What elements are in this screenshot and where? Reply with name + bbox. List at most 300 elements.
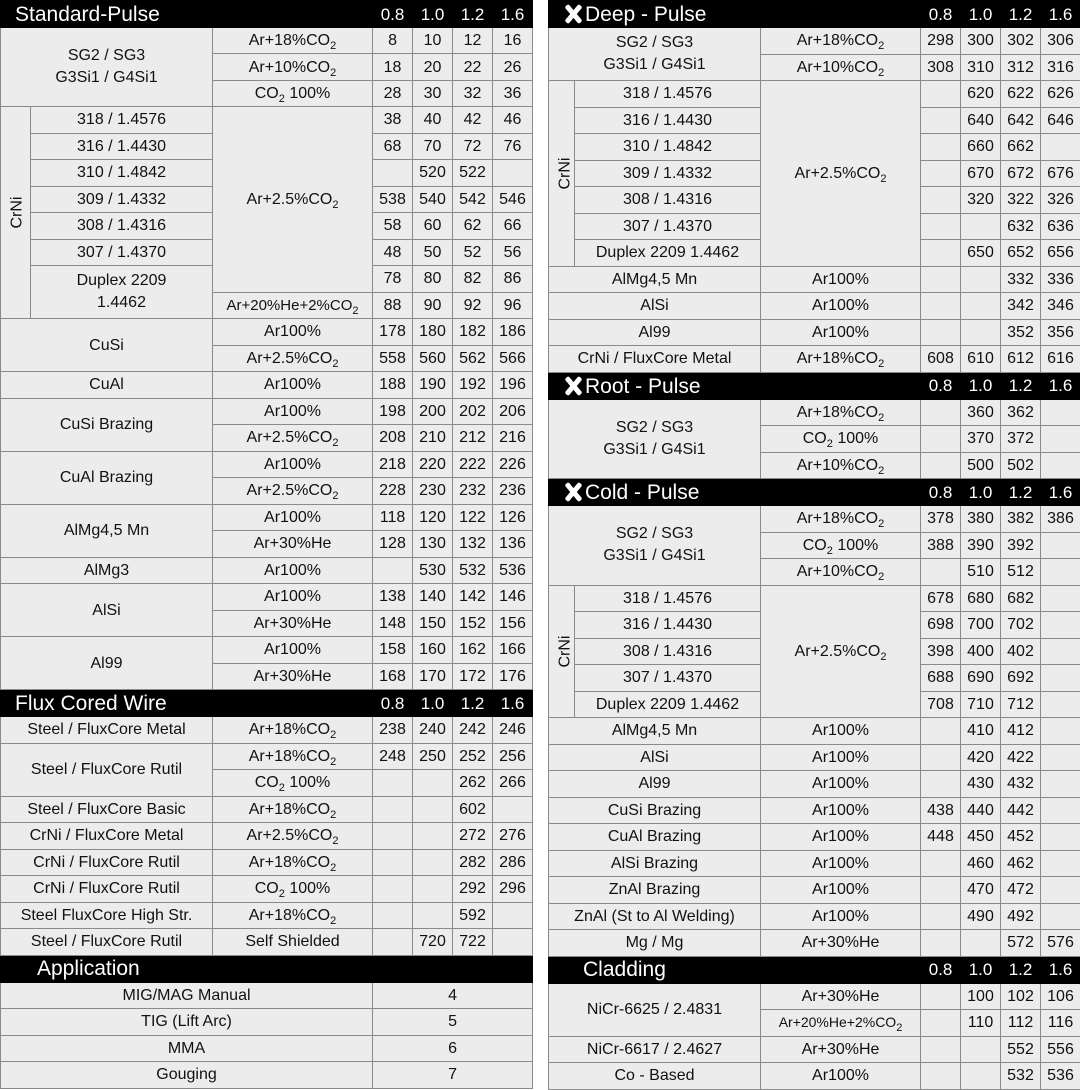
value-cell: 616	[1041, 346, 1080, 373]
gas-cell: $Ar+10\%CO_2$	[761, 559, 921, 586]
value-cell	[373, 876, 413, 903]
gas-cell: Ar100%	[213, 557, 373, 584]
material-cell: Duplex 2209 1.4462	[575, 691, 761, 718]
value-cell	[1041, 850, 1080, 877]
value-cell: 92	[453, 292, 493, 319]
value-cell	[921, 718, 961, 745]
value-cell: 176	[493, 663, 533, 690]
size-header: 0.8	[921, 372, 961, 399]
value-cell: 62	[453, 213, 493, 240]
value-cell: 282	[453, 849, 493, 876]
table-row	[549, 771, 1080, 798]
value-cell: 410	[961, 718, 1001, 745]
table-row	[1, 690, 533, 717]
value-cell: 72	[453, 133, 493, 160]
table-row	[549, 1063, 1080, 1090]
value-cell: 698	[921, 612, 961, 639]
value-cell: 680	[961, 585, 1001, 612]
value-cell: 58	[373, 213, 413, 240]
gas-cell: $CO_2$ 100%	[761, 532, 921, 559]
material-cell: 318 / 1.4576	[575, 81, 761, 108]
value-cell: 538	[373, 186, 413, 213]
size-header: 0.8	[921, 479, 961, 506]
value-cell: 662	[1001, 134, 1041, 161]
table-row	[1, 28, 533, 54]
gas-cell: Ar100%	[761, 824, 921, 851]
gas-cell: Ar100%	[761, 903, 921, 930]
gas-cell: Self Shielded	[213, 929, 373, 956]
material-cell: ZnAl (St to Al Welding)	[549, 903, 761, 930]
value-cell: 200	[413, 398, 453, 425]
value-cell: 110	[961, 1010, 1001, 1037]
value-cell: 692	[1001, 665, 1041, 692]
value-cell: 512	[1001, 559, 1041, 586]
value-cell	[1041, 452, 1080, 479]
crni-vertical-label: CrNi	[549, 585, 575, 718]
value-cell	[921, 160, 961, 187]
table-row	[1, 876, 533, 903]
table-row	[549, 293, 1080, 320]
value-cell: 642	[1001, 107, 1041, 134]
right-column	[548, 0, 1080, 1090]
value-cell: 536	[493, 557, 533, 584]
table-row	[549, 319, 1080, 346]
gas-cell: $Ar+10\%CO_2$	[761, 452, 921, 479]
table-row	[549, 346, 1080, 373]
material-cell: Al99	[549, 319, 761, 346]
gas-cell: $CO_2$ 100%	[761, 426, 921, 453]
value-cell	[921, 426, 961, 453]
size-header: 1.2	[453, 690, 493, 717]
table-row	[549, 718, 1080, 745]
value-cell: 126	[493, 504, 533, 531]
table-row	[1, 107, 533, 134]
material-cell: NiCr-6617 / 2.4627	[549, 1036, 761, 1063]
value-cell: 312	[1001, 54, 1041, 81]
gas-cell: Ar100%	[761, 797, 921, 824]
value-cell: 690	[961, 665, 1001, 692]
value-cell: 210	[413, 425, 453, 452]
value-cell: 412	[1001, 718, 1041, 745]
value-cell	[373, 823, 413, 850]
value-cell: 602	[453, 796, 493, 823]
material-cell: AlSi Brazing	[549, 850, 761, 877]
material-cell: 316 / 1.4430	[575, 612, 761, 639]
value-cell: 16	[493, 28, 533, 54]
value-cell: 266	[493, 770, 533, 797]
table-row	[549, 479, 1080, 506]
material-cell: CrNi / FluxCore Metal	[1, 823, 213, 850]
table-row	[1, 1, 533, 28]
gas-cell: Ar100%	[761, 744, 921, 771]
material-cell: 308 / 1.4316	[31, 213, 213, 240]
value-cell	[961, 1036, 1001, 1063]
value-cell: 398	[921, 638, 961, 665]
gas-cell: $CO_2$ 100%	[213, 81, 373, 107]
material-cell: 310 / 1.4842	[575, 134, 761, 161]
value-cell	[921, 319, 961, 346]
size-header: 1.6	[493, 690, 533, 717]
value-cell: 700	[961, 612, 1001, 639]
table-row	[549, 850, 1080, 877]
material-cell: NiCr-6625 / 2.4831	[549, 983, 761, 1036]
value-cell	[493, 796, 533, 823]
value-cell: 402	[1001, 638, 1041, 665]
application-name: MIG/MAG Manual	[1, 982, 373, 1009]
value-cell: 688	[921, 665, 961, 692]
x-logo-icon	[563, 5, 583, 23]
value-cell	[373, 557, 413, 584]
section-title: Root - Pulse	[549, 372, 921, 399]
size-header: 1.0	[961, 372, 1001, 399]
value-cell: 116	[1041, 1010, 1080, 1037]
value-cell: 152	[453, 610, 493, 637]
material-cell: 307 / 1.4370	[575, 213, 761, 240]
value-cell: 650	[961, 240, 1001, 267]
table-row	[1, 1062, 533, 1089]
size-header: 1.0	[961, 1, 1001, 28]
size-header: 1.6	[1041, 372, 1080, 399]
value-cell: 26	[493, 54, 533, 81]
value-cell: 48	[373, 239, 413, 266]
table-row	[549, 399, 1080, 426]
value-cell	[1041, 718, 1080, 745]
value-cell: 502	[1001, 452, 1041, 479]
value-cell	[921, 452, 961, 479]
value-cell: 10	[413, 28, 453, 54]
value-cell: 390	[961, 532, 1001, 559]
left-column	[0, 0, 532, 1089]
value-cell: 66	[493, 213, 533, 240]
value-cell: 86	[493, 266, 533, 293]
table-row	[1, 584, 533, 611]
value-cell	[921, 107, 961, 134]
value-cell: 122	[453, 504, 493, 531]
value-cell: 250	[413, 743, 453, 770]
material-cell: SG2 / SG3 G3Si1 / G4Si1	[1, 28, 213, 107]
value-cell: 646	[1041, 107, 1080, 134]
value-cell: 42	[453, 107, 493, 134]
gas-cell: Ar+30%He	[761, 983, 921, 1010]
value-cell: 386	[1041, 506, 1080, 533]
value-cell: 160	[413, 637, 453, 664]
value-cell: 566	[493, 345, 533, 372]
value-cell: 388	[921, 532, 961, 559]
material-cell: AlSi	[549, 744, 761, 771]
value-cell: 130	[413, 531, 453, 558]
material-cell: 316 / 1.4430	[31, 133, 213, 160]
table-row	[549, 744, 1080, 771]
size-header: 1.2	[453, 1, 493, 28]
table-row	[1, 796, 533, 823]
value-cell: 102	[1001, 983, 1041, 1010]
gas-cell: Ar100%	[213, 451, 373, 478]
value-cell: 712	[1001, 691, 1041, 718]
value-cell: 572	[1001, 930, 1041, 957]
material-cell: ZnAl Brazing	[549, 877, 761, 904]
gas-cell: $Ar+18\%CO_2$	[213, 28, 373, 54]
value-cell	[1041, 665, 1080, 692]
value-cell: 536	[1041, 1063, 1080, 1090]
value-cell	[921, 1063, 961, 1090]
value-cell: 112	[1001, 1010, 1041, 1037]
value-cell: 462	[1001, 850, 1041, 877]
value-cell: 652	[1001, 240, 1041, 267]
value-cell: 106	[1041, 983, 1080, 1010]
value-cell: 608	[921, 346, 961, 373]
value-cell: 118	[373, 504, 413, 531]
value-cell	[413, 876, 453, 903]
table-row	[549, 797, 1080, 824]
value-cell	[921, 771, 961, 798]
gas-cell: $Ar+18\%CO_2$	[761, 28, 921, 55]
value-cell	[921, 1036, 961, 1063]
value-cell: 532	[453, 557, 493, 584]
value-cell: 132	[453, 531, 493, 558]
value-cell	[961, 213, 1001, 240]
table-row	[1, 849, 533, 876]
value-cell	[1041, 903, 1080, 930]
value-cell	[373, 902, 413, 929]
value-cell: 442	[1001, 797, 1041, 824]
value-cell: 76	[493, 133, 533, 160]
section-title: Cold - Pulse	[549, 479, 921, 506]
value-cell: 492	[1001, 903, 1041, 930]
gas-cell: $Ar+2.5\%CO_2$	[213, 345, 373, 372]
table-row	[549, 903, 1080, 930]
value-cell: 292	[453, 876, 493, 903]
value-cell: 560	[413, 345, 453, 372]
value-cell: 352	[1001, 319, 1041, 346]
application-value: 7	[373, 1062, 533, 1089]
gas-cell: Ar+30%He	[213, 663, 373, 690]
value-cell: 430	[961, 771, 1001, 798]
value-cell: 682	[1001, 585, 1041, 612]
table-row	[549, 28, 1080, 55]
value-cell: 50	[413, 239, 453, 266]
value-cell: 332	[1001, 266, 1041, 293]
value-cell: 378	[921, 506, 961, 533]
size-header: 1.2	[1001, 372, 1041, 399]
gas-cell: Ar100%	[761, 293, 921, 320]
value-cell	[413, 823, 453, 850]
value-cell	[961, 266, 1001, 293]
value-cell: 162	[453, 637, 493, 664]
value-cell: 12	[453, 28, 493, 54]
value-cell: 708	[921, 691, 961, 718]
gas-cell: Ar100%	[213, 319, 373, 346]
table-row	[549, 824, 1080, 851]
size-header: 1.2	[1001, 479, 1041, 506]
value-cell: 226	[493, 451, 533, 478]
value-cell: 362	[1001, 399, 1041, 426]
value-cell: 510	[961, 559, 1001, 586]
material-cell: AlMg4,5 Mn	[1, 504, 213, 557]
gas-cell: Ar100%	[761, 771, 921, 798]
gas-cell: $Ar+10\%CO_2$	[761, 54, 921, 81]
value-cell: 150	[413, 610, 453, 637]
value-cell: 320	[961, 187, 1001, 214]
material-cell: SG2 / SG3 G3Si1 / G4Si1	[549, 506, 761, 586]
value-cell: 262	[453, 770, 493, 797]
value-cell: 22	[453, 54, 493, 81]
gas-cell: $Ar+18\%CO_2$	[213, 902, 373, 929]
value-cell	[921, 983, 961, 1010]
size-header: 1.0	[413, 690, 453, 717]
material-cell: CuAl Brazing	[549, 824, 761, 851]
gas-cell: $Ar+2.5\%CO_2$	[761, 81, 921, 267]
section-title: Application	[1, 955, 373, 982]
gas-cell: Ar100%	[213, 372, 373, 399]
value-cell: 346	[1041, 293, 1080, 320]
value-cell: 500	[961, 452, 1001, 479]
value-cell: 238	[373, 717, 413, 744]
value-cell: 208	[373, 425, 413, 452]
value-cell: 592	[453, 902, 493, 929]
material-cell: Steel FluxCore High Str.	[1, 902, 213, 929]
gas-cell: $Ar+18\%CO_2$	[213, 743, 373, 770]
gas-cell: Ar+30%He	[213, 531, 373, 558]
material-cell: CuSi	[1, 319, 213, 372]
value-cell	[373, 849, 413, 876]
table-row	[549, 81, 1080, 108]
material-cell: Mg / Mg	[549, 930, 761, 957]
gas-cell: Ar100%	[761, 1063, 921, 1090]
value-cell	[1041, 559, 1080, 586]
value-cell: 308	[921, 54, 961, 81]
value-cell: 256	[493, 743, 533, 770]
value-cell: 656	[1041, 240, 1080, 267]
value-cell: 180	[413, 319, 453, 346]
value-cell	[413, 796, 453, 823]
value-cell: 18	[373, 54, 413, 81]
value-cell: 156	[493, 610, 533, 637]
value-cell	[413, 849, 453, 876]
gas-cell: $Ar+20\%He+2\%CO_2$	[761, 1010, 921, 1037]
value-cell: 140	[413, 584, 453, 611]
material-cell: AlMg4,5 Mn	[549, 266, 761, 293]
value-cell: 310	[961, 54, 1001, 81]
table-row	[549, 930, 1080, 957]
material-cell: Al99	[1, 637, 213, 690]
material-cell: Al99	[549, 771, 761, 798]
section-title: Deep - Pulse	[549, 1, 921, 28]
table-row	[1, 398, 533, 425]
value-cell: 142	[453, 584, 493, 611]
value-cell: 626	[1041, 81, 1080, 108]
value-cell: 206	[493, 398, 533, 425]
value-cell: 452	[1001, 824, 1041, 851]
value-cell: 670	[961, 160, 1001, 187]
gas-cell: $CO_2$ 100%	[213, 770, 373, 797]
value-cell: 196	[493, 372, 533, 399]
value-cell	[921, 399, 961, 426]
gas-cell: Ar+30%He	[761, 1036, 921, 1063]
gas-cell: $CO_2$ 100%	[213, 876, 373, 903]
table-row	[549, 956, 1080, 983]
size-header: 1.6	[1041, 479, 1080, 506]
gas-cell: $Ar+18\%CO_2$	[761, 399, 921, 426]
value-cell: 316	[1041, 54, 1080, 81]
material-cell: SG2 / SG3 G3Si1 / G4Si1	[549, 28, 761, 81]
size-header: 1.6	[1041, 1, 1080, 28]
value-cell	[921, 213, 961, 240]
value-cell: 532	[1001, 1063, 1041, 1090]
value-cell: 356	[1041, 319, 1080, 346]
value-cell: 636	[1041, 213, 1080, 240]
value-cell: 326	[1041, 187, 1080, 214]
value-cell: 306	[1041, 28, 1080, 55]
value-cell: 192	[453, 372, 493, 399]
table-row	[549, 506, 1080, 533]
value-cell: 448	[921, 824, 961, 851]
material-cell: CuSi Brazing	[549, 797, 761, 824]
value-cell	[1041, 771, 1080, 798]
value-cell: 32	[453, 81, 493, 107]
value-cell: 702	[1001, 612, 1041, 639]
gas-cell: Ar100%	[761, 319, 921, 346]
value-cell: 542	[453, 186, 493, 213]
gas-cell: Ar100%	[761, 850, 921, 877]
value-cell: 546	[493, 186, 533, 213]
value-cell: 622	[1001, 81, 1041, 108]
material-cell: 307 / 1.4370	[31, 239, 213, 266]
application-value: 4	[373, 982, 533, 1009]
value-cell: 222	[453, 451, 493, 478]
material-cell: CrNi / FluxCore Rutil	[1, 876, 213, 903]
size-header: 0.8	[921, 1, 961, 28]
value-cell: 336	[1041, 266, 1080, 293]
value-cell	[373, 796, 413, 823]
value-cell: 8	[373, 28, 413, 54]
size-header: 0.8	[373, 690, 413, 717]
value-cell	[373, 160, 413, 187]
value-cell	[961, 293, 1001, 320]
value-cell: 382	[1001, 506, 1041, 533]
x-logo-icon	[563, 377, 583, 395]
application-value: 5	[373, 1009, 533, 1036]
gas-cell: Ar100%	[213, 504, 373, 531]
value-cell	[1041, 399, 1080, 426]
value-cell: 252	[453, 743, 493, 770]
material-cell: CuSi Brazing	[1, 398, 213, 451]
table-row	[1, 1035, 533, 1062]
size-header: 0.8	[373, 1, 413, 28]
value-cell: 520	[413, 160, 453, 187]
table-row	[549, 983, 1080, 1010]
value-cell	[1041, 134, 1080, 161]
crni-vertical-label: CrNi	[1, 107, 31, 319]
table-row	[549, 585, 1080, 612]
value-cell: 558	[373, 345, 413, 372]
value-cell	[493, 160, 533, 187]
value-cell	[1041, 877, 1080, 904]
material-cell: AlSi	[1, 584, 213, 637]
value-cell	[921, 81, 961, 108]
gas-cell: Ar100%	[761, 877, 921, 904]
table-row	[1, 955, 533, 982]
value-cell: 540	[413, 186, 453, 213]
value-cell	[373, 929, 413, 956]
value-cell	[1041, 824, 1080, 851]
table-row	[1, 504, 533, 531]
table-row	[1, 319, 533, 346]
crni-vertical-label: CrNi	[549, 81, 575, 267]
material-cell: CrNi / FluxCore Metal	[549, 346, 761, 373]
value-cell: 158	[373, 637, 413, 664]
value-cell	[1041, 744, 1080, 771]
table-row	[1, 717, 533, 744]
